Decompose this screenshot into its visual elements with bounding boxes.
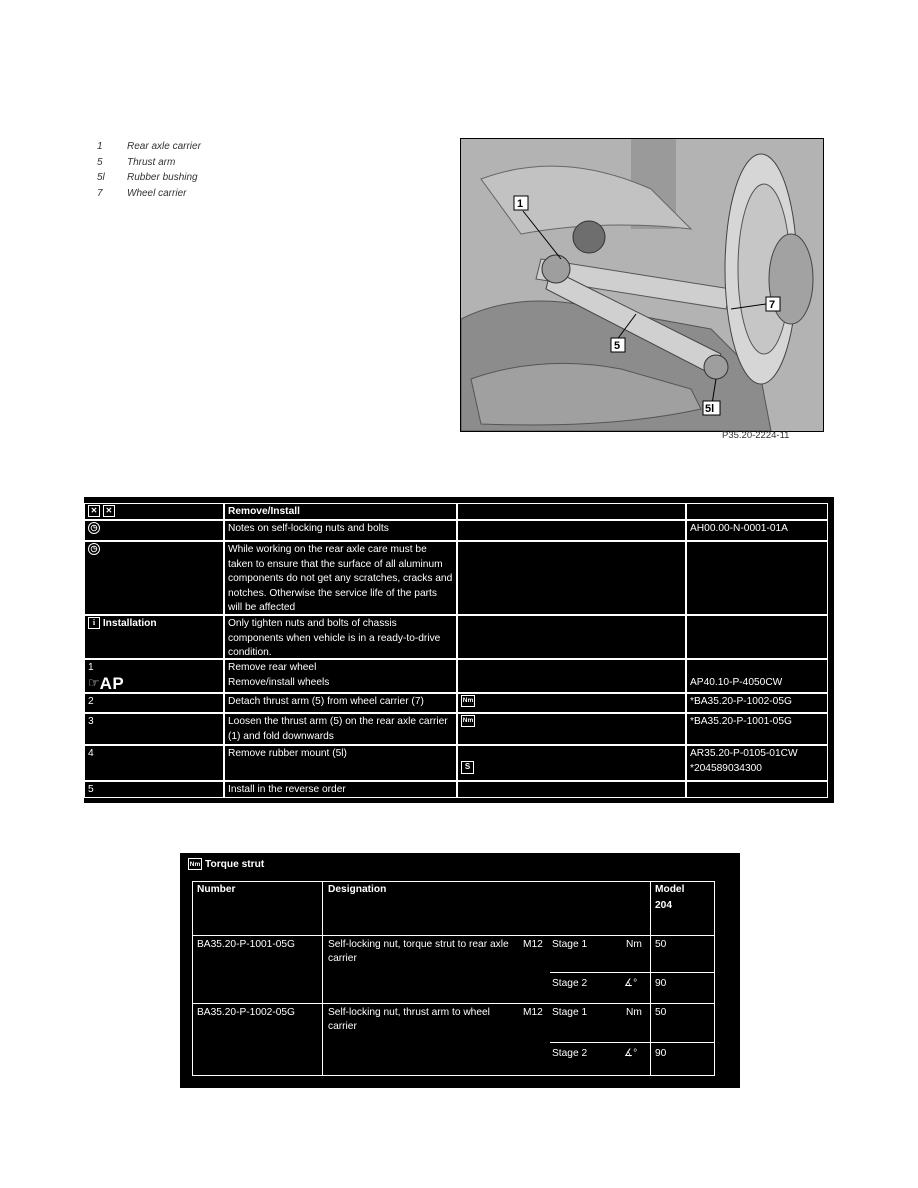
angle-value: 90 <box>655 1048 667 1059</box>
hand-pointer-icon: ☞ <box>88 674 100 690</box>
note-icon: ◷ <box>88 543 100 555</box>
unit-label: Nm <box>626 939 642 950</box>
header-title: Remove/Install <box>224 503 457 520</box>
figure-caption: P35.20-2224-11 <box>722 430 790 441</box>
model-number: 204 <box>655 900 672 911</box>
torque-title: Torque strut <box>205 859 265 870</box>
step-cell: 1 ☞AP <box>84 659 224 693</box>
rear-axle-drawing <box>461 139 823 431</box>
torque-icon: Nm <box>461 695 475 707</box>
tool-cell <box>457 693 686 713</box>
step-text: Remove rear wheel Remove/install wheels <box>224 659 457 693</box>
stage-label: Stage 1 <box>552 939 588 950</box>
callout-7: 7 <box>769 299 776 311</box>
step-text: Remove rubber mount (5l) <box>224 745 457 781</box>
reference-link[interactable]: AR35.20-P-0105-01CW <box>690 748 798 759</box>
info-icon: i <box>88 617 100 629</box>
legend-item: 7 Wheel carrier <box>97 187 187 199</box>
spec-designation: Self-locking nut, torque strut to rear axle carrier <box>328 939 509 964</box>
angle-value: 90 <box>655 978 667 989</box>
step-cell: i Installation <box>84 615 224 659</box>
callout-1: 1 <box>517 198 524 210</box>
tool-cell <box>457 713 686 745</box>
remove-install-table <box>84 497 834 803</box>
torque-icon: Nm <box>188 858 202 870</box>
spec-size: M12 <box>523 939 543 950</box>
step-text: Install in the reverse order <box>224 781 457 798</box>
torque-icon: Nm <box>461 715 475 727</box>
tool-cell <box>457 615 686 659</box>
col-number-header: Number <box>197 884 236 895</box>
spec-size: M12 <box>523 1007 543 1018</box>
spec-number: BA35.20-P-1001-05G <box>197 939 295 950</box>
legend-item: 5l Rubber bushing <box>97 172 198 183</box>
reference-link[interactable]: AP40.10-P-4050CW <box>686 659 828 693</box>
tool-cell <box>457 659 686 693</box>
col-designation-header: Designation <box>328 884 387 895</box>
torque-strut-table <box>180 853 740 1088</box>
tool-cell <box>457 745 686 781</box>
reference-link[interactable]: *BA35.20-P-1001-05G <box>686 713 828 745</box>
step-text: Notes on self-locking nuts and bolts <box>224 520 457 541</box>
header-empty <box>457 503 686 520</box>
tool-cell <box>457 541 686 615</box>
figure-legend <box>97 139 201 201</box>
header-icons-cell <box>84 503 224 520</box>
tool-cell <box>457 781 686 798</box>
step-cell <box>84 520 224 541</box>
note-icon: ◷ <box>88 522 100 534</box>
step-text: Detach thrust arm (5) from wheel carrier (7) <box>224 693 457 713</box>
step-number: 2 <box>84 693 224 713</box>
stage-label: Stage 1 <box>552 1007 588 1018</box>
stage-label: Stage 2 <box>552 978 588 989</box>
reference-link[interactable]: AH00.00-N-0001-01A <box>686 520 828 541</box>
unit-label: Nm <box>626 1007 642 1018</box>
step-number: 4 <box>84 745 224 781</box>
col-model-header: Model <box>655 884 685 895</box>
step-text: Loosen the thrust arm (5) on the rear axle carrier (1) and fold downwards <box>224 713 457 745</box>
special-tool-icon: S <box>461 761 474 774</box>
remove-icon: ✕ <box>88 505 100 517</box>
step-text: Only tighten nuts and bolts of chassis components when vehicle is in a ready-to-drive condition. <box>224 615 457 659</box>
part-number: *204589034300 <box>690 762 762 774</box>
reference-cell <box>686 541 828 615</box>
spec-designation: Self-locking nut, thrust arm to wheel carrier <box>328 1007 490 1032</box>
angle-unit: ∡° <box>624 1048 638 1059</box>
step-text: While working on the rear axle care must be taken to ensure that the surface of all aluminum components do not get any scratches, cracks and notches. Otherwise the service life of the parts will be affected <box>224 541 457 615</box>
tool-cell <box>457 520 686 541</box>
reference-link[interactable]: *BA35.20-P-1002-05G <box>686 693 828 713</box>
step-number: 5 <box>84 781 224 798</box>
reference-cell <box>686 615 828 659</box>
torque-value: 50 <box>655 1007 667 1018</box>
stage-label: Stage 2 <box>552 1048 588 1059</box>
callout-5l: 5l <box>705 403 715 415</box>
angle-unit: ∡° <box>624 978 638 989</box>
callout-5: 5 <box>614 340 621 352</box>
spec-number: BA35.20-P-1002-05G <box>197 1007 295 1018</box>
rear-axle-illustration <box>460 138 824 432</box>
legend-item: 5 Thrust arm <box>97 156 176 168</box>
header-empty <box>686 503 828 520</box>
install-icon: ✕ <box>103 505 115 517</box>
torque-value: 50 <box>655 939 667 950</box>
reference-cell <box>686 781 828 798</box>
reference-cell <box>686 745 828 781</box>
step-cell <box>84 541 224 615</box>
legend-item: 1 Rear axle carrier <box>97 141 201 152</box>
step-number: 3 <box>84 713 224 745</box>
